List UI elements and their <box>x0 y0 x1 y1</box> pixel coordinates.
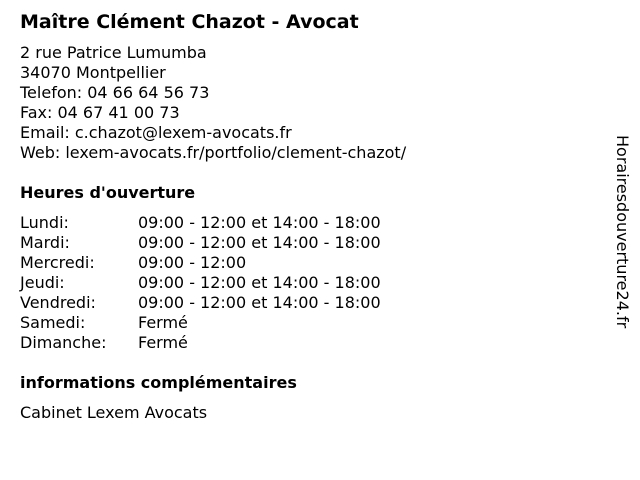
opening-hours-heading: Heures d'ouverture <box>20 183 196 202</box>
hours-day: Lundi: <box>20 213 69 232</box>
additional-info-text: Cabinet Lexem Avocats <box>20 403 208 422</box>
hours-time: 09:00 - 12:00 <box>138 253 247 272</box>
hours-row-saturday <box>20 313 381 333</box>
hours-row-monday <box>20 213 381 233</box>
site-watermark: Horairesdouverture24.fr <box>613 135 632 329</box>
hours-day: Samedi: <box>20 313 86 332</box>
email-address: Email: c.chazot@lexem-avocats.fr <box>20 123 292 142</box>
hours-time: Fermé <box>138 313 188 332</box>
hours-row-tuesday <box>20 233 381 253</box>
hours-row-thursday <box>20 273 381 293</box>
hours-day: Mardi: <box>20 233 70 252</box>
hours-day: Vendredi: <box>20 293 96 312</box>
hours-time: 09:00 - 12:00 et 14:00 - 18:00 <box>138 273 381 292</box>
street-address: 2 rue Patrice Lumumba <box>20 43 207 62</box>
city-address: 34070 Montpellier <box>20 63 166 82</box>
hours-day: Mercredi: <box>20 253 95 272</box>
page-title: Maître Clément Chazot - Avocat <box>20 11 359 33</box>
hours-row-sunday <box>20 333 381 353</box>
hours-time: 09:00 - 12:00 et 14:00 - 18:00 <box>138 293 381 312</box>
hours-row-friday <box>20 293 381 313</box>
hours-row-wednesday <box>20 253 381 273</box>
hours-day: Jeudi: <box>20 273 65 292</box>
hours-time: 09:00 - 12:00 et 14:00 - 18:00 <box>138 213 381 232</box>
additional-info-heading: informations complémentaires <box>20 373 297 392</box>
fax-number: Fax: 04 67 41 00 73 <box>20 103 180 122</box>
hours-time: 09:00 - 12:00 et 14:00 - 18:00 <box>138 233 381 252</box>
address-block <box>20 43 406 163</box>
opening-hours-table <box>20 213 381 353</box>
website-address: Web: lexem-avocats.fr/portfolio/clement-chazot/ <box>20 143 407 162</box>
phone-number: Telefon: 04 66 64 56 73 <box>20 83 210 102</box>
hours-day: Dimanche: <box>20 333 107 352</box>
hours-time: Fermé <box>138 333 188 352</box>
